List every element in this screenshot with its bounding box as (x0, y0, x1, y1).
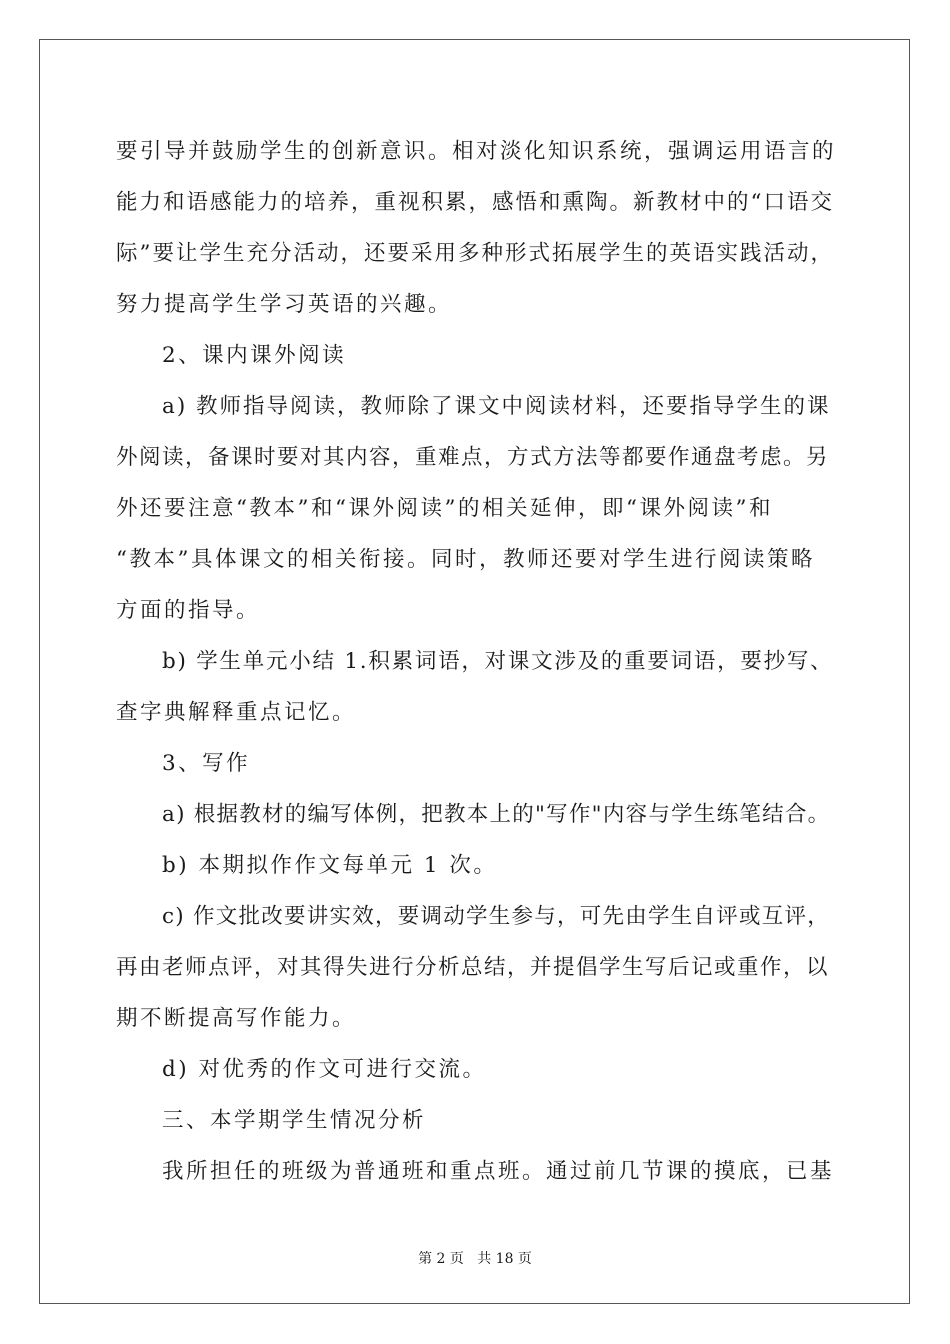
section-heading: 三、本学期学生情况分析 (162, 1108, 427, 1133)
paragraph-line: 能力和语感能力的培养，重视积累，感悟和熏陶。新教材中的“口语交 (116, 190, 834, 215)
paragraph-line: 方面的指导。 (116, 598, 261, 623)
paragraph-line: 外还要注意“教本”和“课外阅读”的相关延伸，即“课外阅读”和 (116, 496, 773, 521)
paragraph-line: a) 根据教材的编写体例，把教本上的"写作"内容与学生练笔结合。 (162, 802, 831, 827)
paragraph-line: 我所担任的班级为普通班和重点班。通过前几节课的摸底，已基 (162, 1159, 835, 1184)
paragraph-line: 外阅读，备课时要对其内容，重难点，方式方法等都要作通盘考虑。另 (116, 445, 830, 470)
paragraph-line: “教本”具体课文的相关衔接。同时，教师还要对学生进行阅读策略 (116, 547, 815, 572)
paragraph-line: 要引导并鼓励学生的创新意识。相对淡化知识系统，强调运用语言的 (116, 139, 837, 164)
section-heading: 3、写作 (162, 751, 251, 776)
paragraph-line: b) 学生单元小结 1.积累词语，对课文涉及的重要词语，要抄写、 (162, 649, 834, 674)
paragraph-line: 再由老师点评，对其得失进行分析总结，并提倡学生写后记或重作，以 (116, 955, 830, 980)
paragraph-line: d) 对优秀的作文可进行交流。 (162, 1057, 487, 1082)
paragraph-line: 际”要让学生充分活动，还要采用多种形式拓展学生的英语实践活动， (116, 241, 834, 266)
paragraph-line: 期不断提高写作能力。 (116, 1006, 357, 1031)
document-body (116, 126, 836, 1197)
paragraph-line: b) 本期拟作作文每单元 1 次。 (162, 853, 498, 878)
page-number-footer: 第 2 页 共 18 页 (418, 1251, 532, 1267)
paragraph-line: 努力提高学生学习英语的兴趣。 (116, 292, 453, 317)
paragraph-line: a) 教师指导阅读，教师除了课文中阅读材料，还要指导学生的课 (162, 394, 831, 419)
paragraph-line: c) 作文批改要讲实效，要调动学生参与，可先由学生自评或互评， (162, 904, 831, 929)
paragraph-line: 查字典解释重点记忆。 (116, 700, 357, 725)
section-heading: 2、课内课外阅读 (162, 343, 347, 368)
